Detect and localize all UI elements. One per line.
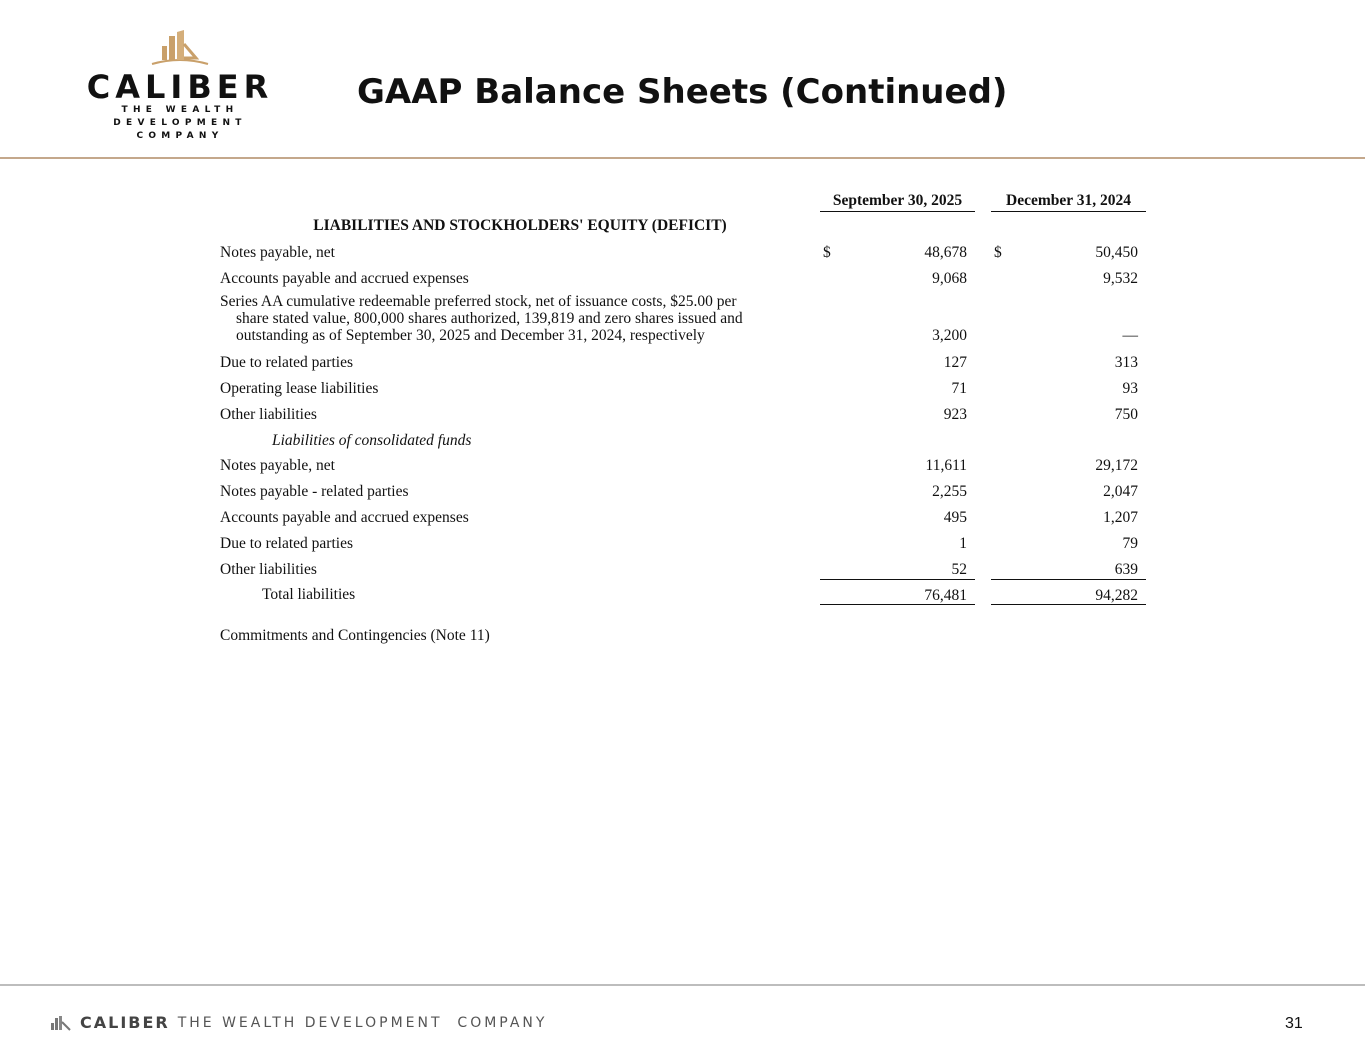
row-label: Operating lease liabilities <box>220 380 379 397</box>
value-dec-2024: 750 <box>1114 406 1138 423</box>
value-dec-2024: 29,172 <box>1095 457 1138 474</box>
column-header: September 30, 2025 <box>820 192 975 212</box>
total-dec-2024: 94,282 <box>1095 587 1138 604</box>
footer-brand <box>48 1013 547 1032</box>
value-sep-2025: 48,678 <box>924 244 967 261</box>
caliber-logo <box>60 28 300 143</box>
value-sep-2025: 127 <box>943 354 967 371</box>
value-sep-2025: 1 <box>959 535 967 552</box>
subsection-label: Liabilities of consolidated funds <box>272 432 472 449</box>
row-label: Accounts payable and accrued expenses <box>220 270 469 287</box>
total-label: Total liabilities <box>262 586 356 603</box>
page-number: 31 <box>1285 1015 1303 1032</box>
logo-tagline-2: COMPANY <box>136 131 224 141</box>
footer-divider <box>0 984 1365 986</box>
value-dec-2024: 313 <box>1114 354 1138 371</box>
value-dec-2024: 1,207 <box>1103 509 1138 526</box>
value-dec-2024: 639 <box>1114 561 1138 578</box>
row-label: Notes payable, net <box>220 244 335 261</box>
value-dec-2024: 50,450 <box>1095 244 1138 261</box>
dollar-sign: $ <box>994 244 1002 261</box>
value-sep-2025: 52 <box>951 561 967 578</box>
footer-brand-name: CALIBER <box>80 1013 170 1032</box>
value-sep-2025: 9,068 <box>932 270 967 287</box>
logo-tagline: THE WEALTH DEVELOPMENT <box>113 105 247 128</box>
row-label: Commitments and Contingencies (Note 11) <box>220 627 490 644</box>
row-label: Notes payable - related parties <box>220 483 409 500</box>
value-sep-2025: 495 <box>943 509 967 526</box>
building-logo-icon <box>48 1015 72 1031</box>
label-line: outstanding as of September 30, 2025 and December 31, 2024, respectively <box>236 327 705 344</box>
total-sep-2025: 76,481 <box>924 587 967 604</box>
row-label: Accounts payable and accrued expenses <box>220 509 469 526</box>
page-title: GAAP Balance Sheets (Continued) <box>357 72 1008 112</box>
logo-name: CALIBER <box>86 68 274 106</box>
label-line: Series AA cumulative redeemable preferred stock, net of issuance costs, $25.00 per <box>220 293 737 310</box>
row-label: Other liabilities <box>220 406 317 423</box>
table-row <box>220 293 1150 345</box>
value-sep-2025: 923 <box>943 406 967 423</box>
dollar-sign: $ <box>823 244 831 261</box>
value-sep-2025: 71 <box>951 380 967 397</box>
footer-tagline: THE WEALTH DEVELOPMENT COMPANY <box>177 1014 548 1031</box>
value-sep-2025: 2,255 <box>932 483 967 500</box>
row-label <box>220 293 743 344</box>
label-line: share stated value, 800,000 shares authorized, 139,819 and zero shares issued and <box>236 310 743 327</box>
value-dec-2024: 93 <box>1122 380 1138 397</box>
header-divider <box>0 157 1365 159</box>
value-dec-2024: 79 <box>1122 535 1138 552</box>
value-dec-2024: 9,532 <box>1103 270 1138 287</box>
value-dec-2024: — <box>1122 327 1138 344</box>
column-header: December 31, 2024 <box>991 192 1146 212</box>
value-dec-2024: 2,047 <box>1103 483 1138 500</box>
row-label: Other liabilities <box>220 561 317 578</box>
building-logo-icon <box>148 28 212 66</box>
value-sep-2025: 3,200 <box>932 327 967 344</box>
row-label: Due to related parties <box>220 535 353 552</box>
row-label: Due to related parties <box>220 354 353 371</box>
value-sep-2025: 11,611 <box>925 457 967 474</box>
row-label: Notes payable, net <box>220 457 335 474</box>
section-title: LIABILITIES AND STOCKHOLDERS' EQUITY (DEFICIT) <box>313 217 727 234</box>
